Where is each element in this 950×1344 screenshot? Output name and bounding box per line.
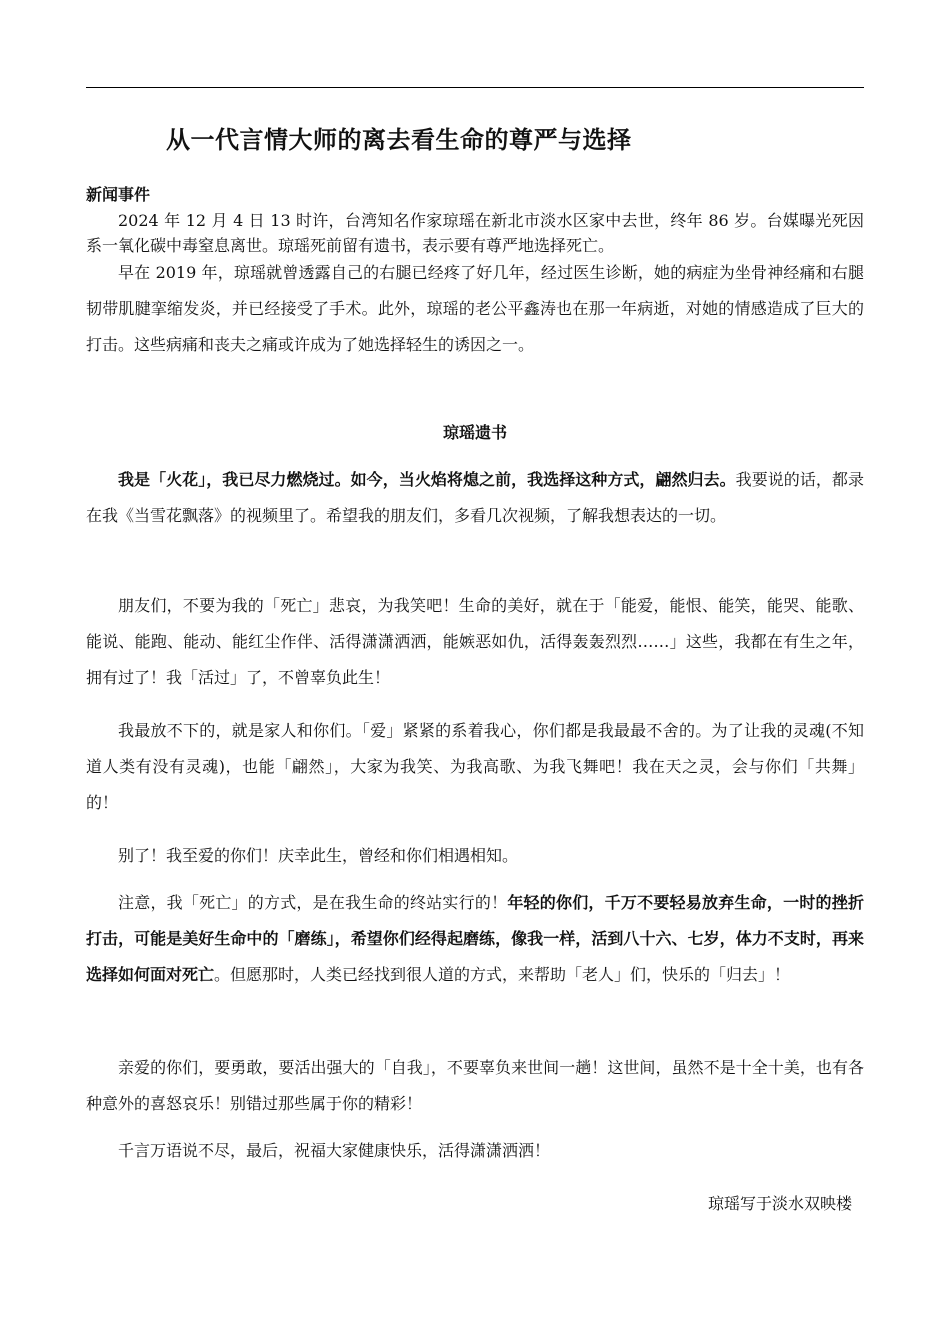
letter-paragraph-1 [86, 462, 864, 534]
letter-p5-end: 。但愿那时，人类已经找到很人道的方式，来帮助「老人」们，快乐的「归去」！ [214, 965, 791, 984]
letter-paragraph-7: 千言万语说不尽，最后，祝福大家健康快乐，活得潇潇洒洒！ [118, 1141, 551, 1160]
letter-p1-bold: 我是「火花」，我已尽力燃烧过。如今，当火焰将熄之前，我选择这种方式，翩然归去。 [118, 470, 736, 489]
letter-p5-start: 注意，我「死亡」的方式，是在我生命的终站实行的！ [118, 893, 508, 912]
letter-title: 琼瑶遗书 [442, 423, 507, 442]
news-paragraph-2: 早在 2019 年，琼瑶就曾透露自己的右腿已经疼了好几年，经过医生诊断，她的病症为坐骨神经痛和右腿韧带肌腱挛缩发炎，并已经接受了手术。此外，琼瑶的老公平鑫涛也在那一年病逝，对她的情感造成了巨大的打击。这些病痛和丧夫之痛或许成为了她选择轻生的诱因之一。 [86, 263, 864, 354]
letter-p1-rest: 我要说的话，都录在我《当雪花飘落》的视频里了。希望我的朋友们，多看几次视频，了解我想表达的一切。 [86, 470, 864, 525]
letter-p5-bold: 年轻的你们，千万不要轻易放弃生命，一时的挫折打击，可能是美好生命中的「磨练」，希望你们经得起磨练，像我一样，活到八十六、七岁，体力不支时，再来选择如何面对死亡 [86, 893, 864, 984]
news-paragraph-1: 2024 年 12 月 4 日 13 时许，台湾知名作家琼瑶在新北市淡水区家中去世，终年 86 岁。台媒曝光死因系一氧化碳中毒窒息离世。琼瑶死前留有遗书，表示要有尊严地选择死亡。 [86, 211, 864, 255]
page-title: 从一代言情大师的离去看生命的尊严与选择 [166, 126, 632, 154]
letter-signature: 琼瑶写于淡水双映楼 [707, 1194, 852, 1213]
letter-paragraph-3: 我最放不下的，就是家人和你们。「爱」紧紧的系着我心，你们都是我最最不舍的。为了让我的灵魂(不知道人类有没有灵魂)，也能「翩然」，大家为我笑、为我高歌、为我飞舞吧！我在天之灵，会与你们「共舞」的！ [86, 721, 864, 812]
letter-paragraph-4: 别了！我至爱的你们！庆幸此生，曾经和你们相遇相知。 [118, 846, 519, 865]
letter-paragraph-2: 朋友们，不要为我的「死亡」悲哀，为我笑吧！生命的美好，就在于「能爱，能恨、能笑，能哭、能歌、能说、能跑、能动、能红尘作伴、活得潇潇洒洒，能嫉恶如仇，活得轰轰烈烈……」这些，我都在有生之年，拥有过了！我「活过」了，不曾辜负此生！ [86, 596, 864, 687]
letter-paragraph-5 [86, 885, 864, 993]
letter-paragraph-6: 亲爱的你们，要勇敢，要活出强大的「自我」，不要辜负来世间一趟！这世间，虽然不是十全十美，也有各种意外的喜怒哀乐！别错过那些属于你的精彩！ [86, 1058, 864, 1113]
news-heading: 新闻事件 [86, 185, 151, 204]
header-rule [86, 87, 864, 88]
